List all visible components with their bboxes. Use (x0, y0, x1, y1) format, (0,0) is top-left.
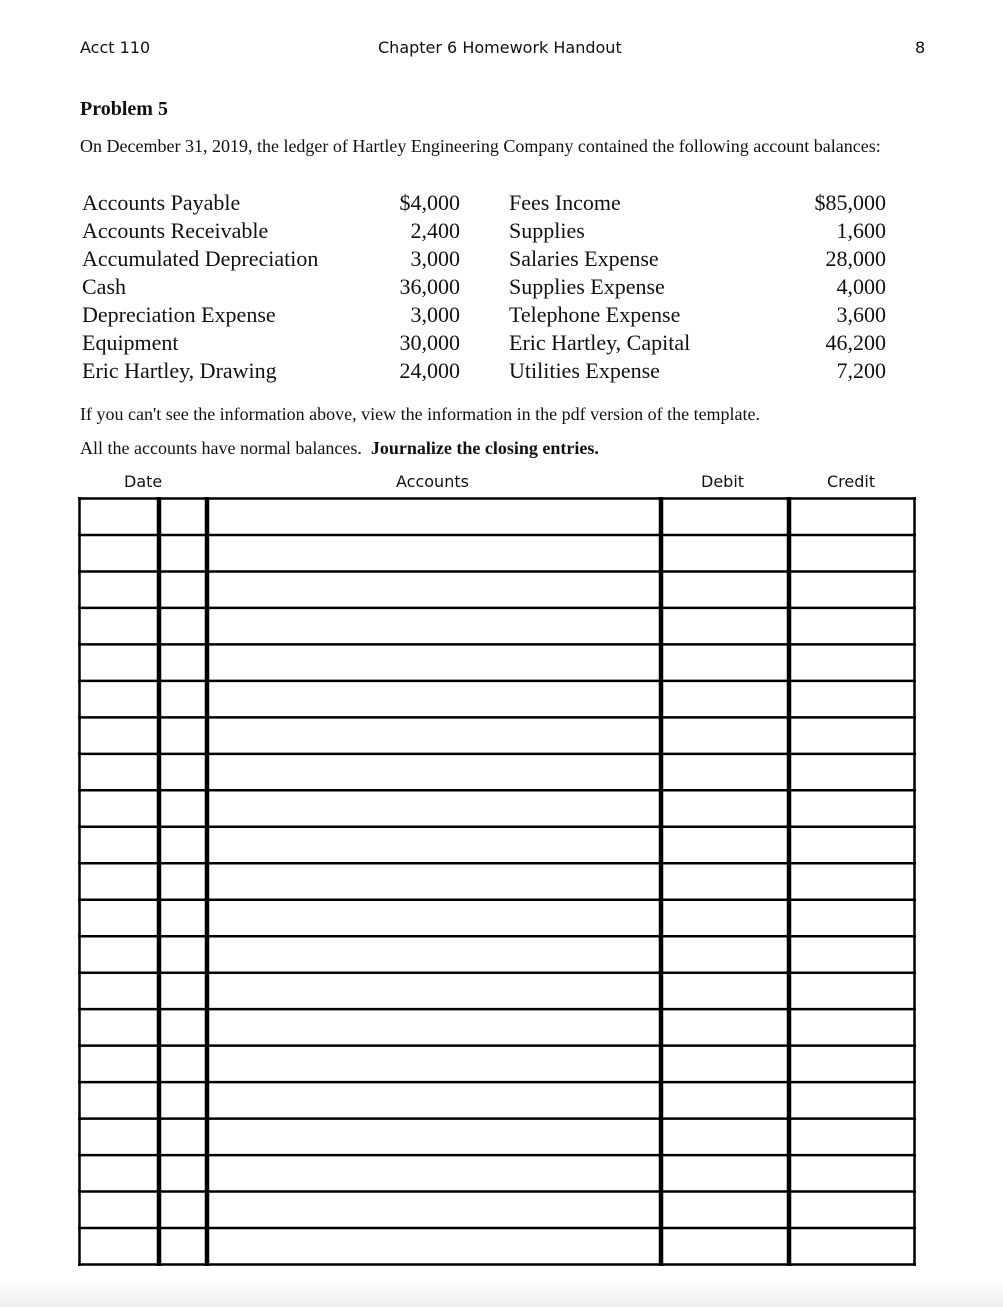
account-amount: 46,200 (825, 330, 886, 355)
account-amount: 4,000 (836, 274, 886, 299)
account-name: Salaries Expense (509, 246, 659, 271)
instruction-bold: Journalize the closing entries. (370, 438, 599, 458)
instruction-text: All the accounts have normal balances. (80, 438, 362, 458)
account-name: Eric Hartley, Drawing (82, 358, 277, 383)
account-name: Accumulated Depreciation (82, 246, 319, 271)
account-name: Fees Income (509, 190, 621, 215)
column-header-debit: Debit (701, 472, 745, 491)
column-header-date: Date (124, 472, 163, 491)
account-name: Utilities Expense (509, 358, 660, 383)
account-name: Eric Hartley, Capital (509, 330, 691, 355)
account-name: Supplies (509, 218, 585, 243)
account-amount: 3,000 (410, 246, 460, 271)
account-name: Accounts Receivable (82, 218, 269, 243)
pdf-note: If you can't see the information above, view the information in the pdf version of the template. (80, 404, 761, 424)
account-amount: 1,600 (836, 218, 886, 243)
account-amount: $85,000 (814, 190, 886, 215)
account-amount: 7,200 (836, 358, 886, 383)
account-names-right (509, 189, 690, 385)
page-bottom-shade (0, 1280, 1003, 1307)
account-amount: 36,000 (399, 274, 460, 299)
account-name: Accounts Payable (82, 190, 241, 215)
account-amount: 28,000 (825, 246, 886, 271)
account-amount: 3,000 (410, 302, 460, 327)
problem-heading: Problem 5 (80, 98, 168, 120)
column-header-accounts: Accounts (396, 472, 469, 491)
account-names-left (82, 189, 318, 385)
account-amount: 30,000 (399, 330, 460, 355)
account-name: Equipment (82, 330, 179, 355)
account-name: Cash (82, 274, 126, 299)
account-amount: 24,000 (399, 358, 460, 383)
problem-intro: On December 31, 2019, the ledger of Hartley Engineering Company contained the following account balances: (80, 136, 881, 156)
account-amount: 3,600 (836, 302, 886, 327)
account-amounts-left (360, 189, 460, 385)
account-amount: 2,400 (410, 218, 460, 243)
account-amount: $4,000 (399, 190, 460, 215)
instruction-line (80, 438, 599, 459)
column-header-credit: Credit (827, 472, 876, 491)
journal-grid-lines (78, 497, 916, 1266)
account-name: Telephone Expense (509, 302, 681, 327)
journal-grid (78, 497, 916, 1266)
account-name: Supplies Expense (509, 274, 665, 299)
course-label: Acct 110 (80, 38, 151, 57)
account-amounts-right (766, 189, 886, 385)
page-number: 8 (915, 38, 926, 57)
account-name: Depreciation Expense (82, 302, 276, 327)
document-title: Chapter 6 Homework Handout (378, 38, 622, 57)
